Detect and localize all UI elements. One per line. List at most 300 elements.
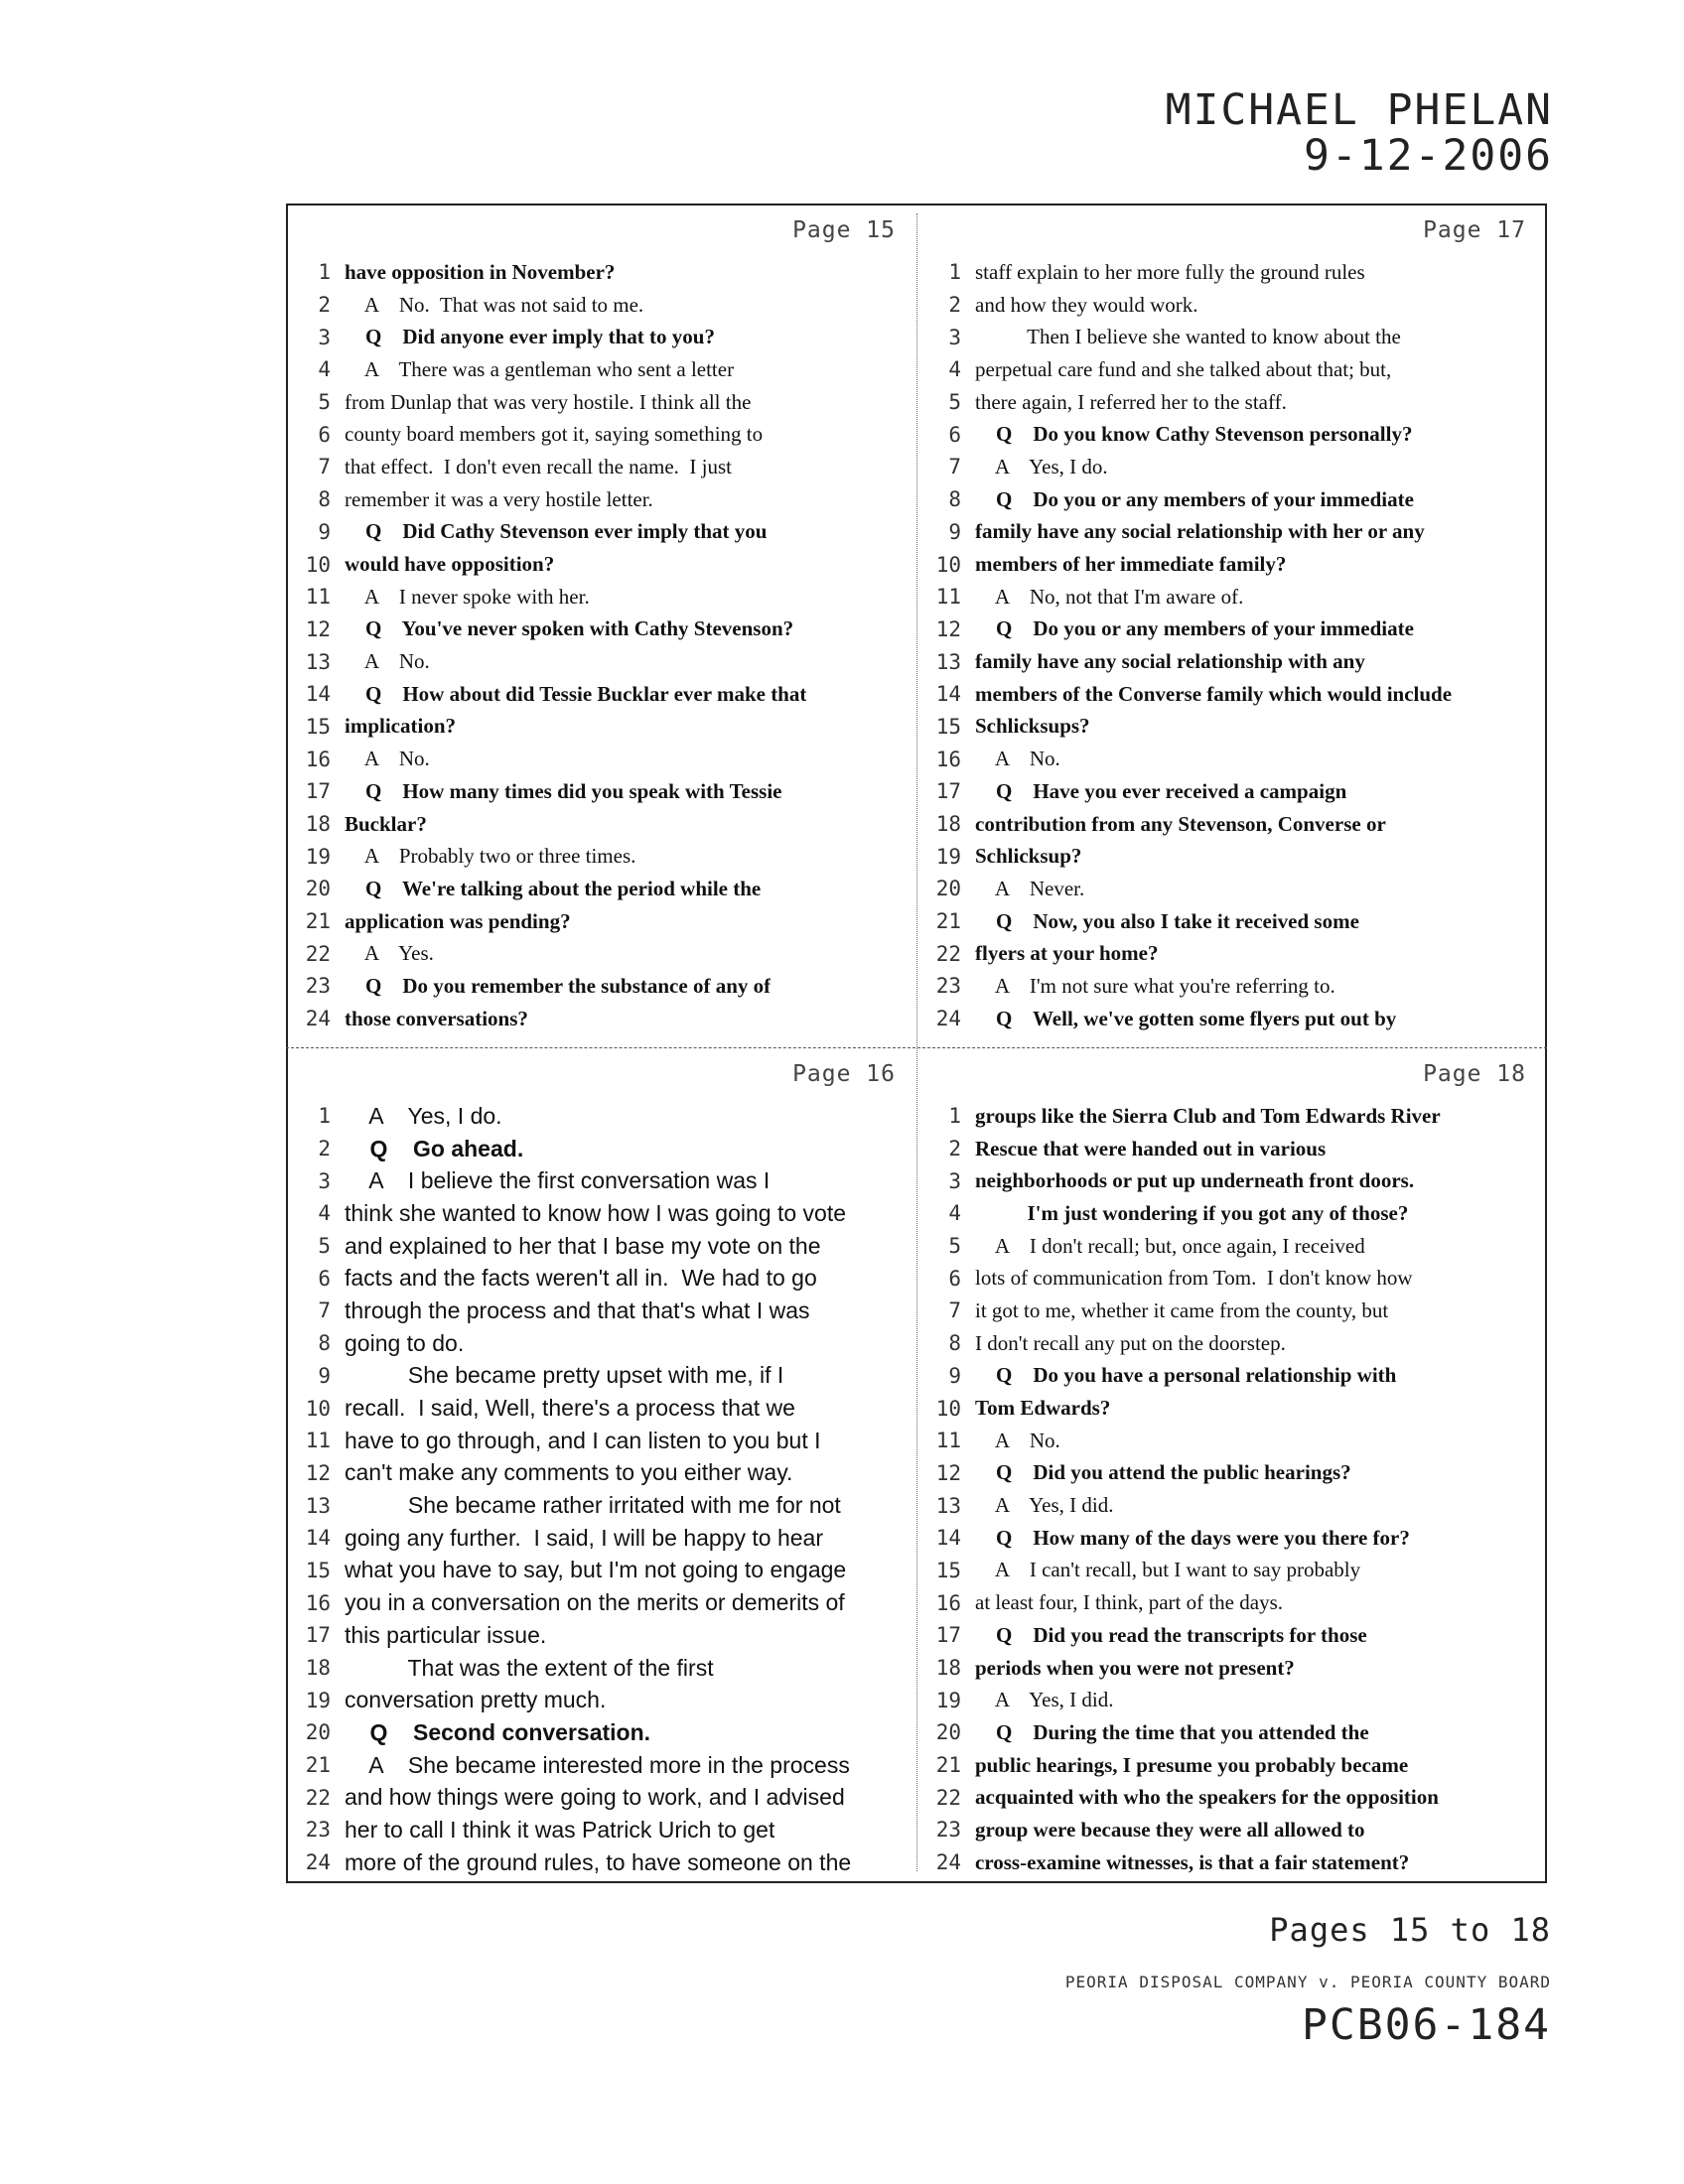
line-number: 20 xyxy=(935,877,961,901)
line-number: 8 xyxy=(948,487,961,512)
transcript-line xyxy=(287,1327,917,1360)
transcript-line xyxy=(917,483,1548,516)
line-number: 16 xyxy=(305,747,331,771)
line-number: 4 xyxy=(318,357,331,382)
transcript-line xyxy=(917,808,1548,841)
line-text: Q Have you ever received a campaign xyxy=(975,778,1347,803)
line-number: 6 xyxy=(318,422,331,447)
transcript-line xyxy=(287,1716,917,1749)
transcript-line xyxy=(917,1230,1548,1263)
transcript-line xyxy=(287,905,917,938)
line-number: 6 xyxy=(948,1266,961,1291)
page-17-label: Page 17 xyxy=(1423,217,1526,243)
transcript-line xyxy=(287,1814,917,1846)
line-number: 12 xyxy=(935,1460,961,1485)
line-text: more of the ground rules, to have someone on the xyxy=(345,1848,852,1875)
line-text: have opposition in November? xyxy=(345,259,616,284)
transcript-line xyxy=(287,353,917,386)
line-text: Q Did anyone ever imply that to you? xyxy=(345,325,715,349)
line-number: 23 xyxy=(305,1818,331,1843)
line-text: her to call I think it was Patrick Urich to get xyxy=(345,1816,775,1843)
transcript-line xyxy=(917,581,1548,614)
line-number: 21 xyxy=(935,909,961,934)
transcript-line xyxy=(917,516,1548,549)
transcript-line xyxy=(917,1489,1548,1522)
line-number: 15 xyxy=(935,1558,961,1582)
line-number: 7 xyxy=(948,1298,961,1323)
deposition-date: 9-12-2006 xyxy=(1304,131,1553,181)
line-number: 16 xyxy=(935,747,961,771)
transcript-line xyxy=(287,1846,917,1879)
line-number: 14 xyxy=(935,682,961,707)
line-number: 11 xyxy=(305,585,331,610)
transcript-line xyxy=(287,711,917,744)
line-text: Q Well, we've gotten some flyers put out by xyxy=(975,1006,1397,1030)
transcript-line xyxy=(917,645,1548,678)
line-number: 24 xyxy=(935,1007,961,1031)
transcript-line xyxy=(917,1295,1548,1327)
transcript-line xyxy=(917,386,1548,419)
transcript-line xyxy=(917,1360,1548,1393)
page-15-label: Page 15 xyxy=(792,217,896,243)
line-text: Q How many of the days were you there for? xyxy=(975,1525,1410,1550)
line-number: 2 xyxy=(948,1137,961,1161)
line-text: recall. I said, Well, there's a process that we xyxy=(345,1395,795,1422)
transcript-line xyxy=(917,321,1548,353)
line-text: periods when you were not present? xyxy=(975,1655,1295,1680)
transcript-line xyxy=(917,1652,1548,1685)
transcript-line xyxy=(287,808,917,841)
transcript-line xyxy=(917,711,1548,744)
line-number: 5 xyxy=(318,390,331,415)
line-text: A No. xyxy=(975,747,1060,771)
transcript-line xyxy=(917,1716,1548,1749)
line-number: 9 xyxy=(948,519,961,544)
line-number: 18 xyxy=(305,812,331,837)
line-number: 23 xyxy=(305,974,331,999)
line-text: remember it was a very hostile letter. xyxy=(345,486,653,511)
line-number: 23 xyxy=(935,974,961,999)
line-number: 22 xyxy=(935,941,961,966)
line-number: 14 xyxy=(305,1526,331,1551)
transcript-line xyxy=(287,678,917,711)
transcript-line xyxy=(917,1555,1548,1587)
line-number: 19 xyxy=(935,1688,961,1712)
line-number: 19 xyxy=(935,844,961,869)
line-text: county board members got it, saying something to xyxy=(345,422,764,447)
line-number: 24 xyxy=(305,1007,331,1031)
transcript-line xyxy=(917,256,1548,289)
line-number: 17 xyxy=(305,1623,331,1648)
line-text: group were because they were all allowed to xyxy=(975,1817,1365,1842)
line-number: 9 xyxy=(318,1363,331,1388)
line-text: groups like the Sierra Club and Tom Edwards River xyxy=(975,1103,1441,1128)
line-number: 22 xyxy=(305,1785,331,1810)
line-text: facts and the facts weren't all in. We had to go xyxy=(345,1265,817,1292)
line-text: through the process and that that's what I was xyxy=(345,1297,810,1323)
line-text: Q Second conversation. xyxy=(345,1718,651,1745)
line-number: 13 xyxy=(305,649,331,674)
line-text: it got to me, whether it came from the county, but xyxy=(975,1297,1389,1322)
transcript-line xyxy=(917,678,1548,711)
line-text: that effect. I don't even recall the name. I just xyxy=(345,454,732,478)
line-text: can't make any comments to you either way. xyxy=(345,1459,793,1486)
line-text: Schlicksup? xyxy=(975,844,1082,869)
line-number: 18 xyxy=(935,812,961,837)
page-15-lines xyxy=(287,256,917,1035)
line-text: A No, not that I'm aware of. xyxy=(975,584,1244,609)
transcript-line xyxy=(287,645,917,678)
transcript-line xyxy=(917,775,1548,808)
transcript-line xyxy=(917,614,1548,646)
transcript-line xyxy=(287,483,917,516)
line-number: 5 xyxy=(948,390,961,415)
line-number: 11 xyxy=(305,1429,331,1453)
line-number: 4 xyxy=(948,1201,961,1226)
line-number: 8 xyxy=(948,1331,961,1356)
line-number: 1 xyxy=(318,1104,331,1129)
deponent-name: MICHAEL PHELAN xyxy=(1165,85,1553,135)
transcript-line xyxy=(287,1425,917,1457)
page-range: Pages 15 to 18 xyxy=(1269,1911,1551,1949)
transcript-line xyxy=(917,840,1548,873)
line-number: 16 xyxy=(935,1590,961,1615)
line-text: Bucklar? xyxy=(345,811,427,836)
line-number: 18 xyxy=(935,1656,961,1681)
line-number: 23 xyxy=(935,1818,961,1843)
line-text: neighborhoods or put up underneath front doors. xyxy=(975,1168,1415,1193)
line-number: 10 xyxy=(305,552,331,577)
line-text: Q Do you remember the substance of any of xyxy=(345,973,772,998)
line-text: A There was a gentleman who sent a letter xyxy=(345,356,735,381)
line-text: members of the Converse family which would include xyxy=(975,681,1453,706)
transcript-line xyxy=(917,1425,1548,1457)
line-text: public hearings, I presume you probably became xyxy=(975,1752,1409,1777)
transcript-line xyxy=(917,1684,1548,1716)
line-number: 21 xyxy=(935,1753,961,1778)
transcript-line xyxy=(287,873,917,905)
line-text: perpetual care fund and she talked about that; but, xyxy=(975,356,1392,381)
transcript-line xyxy=(287,1619,917,1652)
line-text: A Yes, I did. xyxy=(975,1493,1114,1518)
line-number: 16 xyxy=(305,1590,331,1615)
page-17-panel xyxy=(917,205,1548,1035)
transcript-line xyxy=(917,289,1548,322)
line-number: 6 xyxy=(948,422,961,447)
line-text: A Yes. xyxy=(345,941,434,966)
line-number: 2 xyxy=(318,1137,331,1161)
line-number: 3 xyxy=(948,1168,961,1193)
transcript-line xyxy=(287,970,917,1003)
line-text: Q Do you have a personal relationship with xyxy=(975,1363,1397,1388)
transcript-line xyxy=(287,1262,917,1295)
transcript-line xyxy=(917,1522,1548,1555)
line-text: going any further. I said, I will be happy to hear xyxy=(345,1524,824,1551)
transcript-line xyxy=(287,1230,917,1263)
line-number: 10 xyxy=(305,1396,331,1421)
line-text: and how things were going to work, and I advised xyxy=(345,1784,845,1811)
line-text: what you have to say, but I'm not going to engage xyxy=(345,1557,847,1583)
case-title: PEORIA DISPOSAL COMPANY v. PEORIA COUNTY BOARD xyxy=(1064,1973,1551,1991)
transcript-line xyxy=(917,873,1548,905)
line-text: application was pending? xyxy=(345,908,571,933)
line-number: 7 xyxy=(318,1298,331,1323)
transcript-line xyxy=(917,743,1548,775)
line-text: family have any social relationship with her or any xyxy=(975,519,1425,544)
line-text: and explained to her that I base my vote on the xyxy=(345,1232,821,1259)
line-text: this particular issue. xyxy=(345,1621,547,1648)
line-text: A Never. xyxy=(975,876,1085,900)
line-number: 21 xyxy=(305,909,331,934)
line-number: 2 xyxy=(948,293,961,318)
transcript-line xyxy=(287,256,917,289)
transcript-line xyxy=(287,1489,917,1522)
line-number: 20 xyxy=(305,877,331,901)
line-number: 22 xyxy=(935,1785,961,1810)
transcript-line xyxy=(287,1749,917,1782)
line-text: I don't recall any put on the doorstep. xyxy=(975,1330,1286,1355)
line-text: Schlicksups? xyxy=(975,714,1090,739)
line-text: Q Did you read the transcripts for those xyxy=(975,1622,1367,1647)
line-text: members of her immediate family? xyxy=(975,552,1287,577)
line-number: 7 xyxy=(318,455,331,479)
line-text: lots of communication from Tom. I don't know how xyxy=(975,1266,1413,1291)
line-text: acquainted with who the speakers for the opposition xyxy=(975,1785,1439,1810)
transcript-line xyxy=(917,1392,1548,1425)
transcript-line xyxy=(917,1749,1548,1782)
line-number: 14 xyxy=(935,1526,961,1551)
line-text: A Yes, I do. xyxy=(345,1102,502,1129)
line-number: 7 xyxy=(948,455,961,479)
line-text: Q We're talking about the period while the xyxy=(345,876,762,900)
page-18-label: Page 18 xyxy=(1423,1061,1526,1087)
line-number: 15 xyxy=(935,714,961,739)
transcript-line xyxy=(287,418,917,451)
line-text: have to go through, and I can listen to you but I xyxy=(345,1427,821,1453)
line-text: Q Do you know Cathy Stevenson personally? xyxy=(975,422,1413,447)
line-number: 10 xyxy=(935,1396,961,1421)
line-text: A No. xyxy=(975,1428,1060,1452)
transcript-line xyxy=(287,1164,917,1197)
transcript-line xyxy=(287,548,917,581)
line-number: 17 xyxy=(305,779,331,804)
line-number: 17 xyxy=(935,1623,961,1648)
transcript-line xyxy=(287,516,917,549)
transcript-line xyxy=(917,1100,1548,1133)
line-text: Q Now, you also I take it received some xyxy=(975,908,1359,933)
line-text: going to do. xyxy=(345,1329,465,1356)
line-text: implication? xyxy=(345,714,457,739)
transcript-line xyxy=(287,775,917,808)
transcript-line xyxy=(287,1652,917,1685)
line-number: 11 xyxy=(935,585,961,610)
line-number: 20 xyxy=(305,1720,331,1745)
line-number: 12 xyxy=(305,1460,331,1485)
line-text: Q During the time that you attended the xyxy=(975,1719,1369,1744)
transcript-line xyxy=(287,840,917,873)
line-text: think she wanted to know how I was going to vote xyxy=(345,1199,847,1226)
line-number: 21 xyxy=(305,1753,331,1778)
line-text: Q Do you or any members of your immediate xyxy=(975,616,1414,641)
line-text: A No. xyxy=(345,649,430,674)
transcript-line xyxy=(917,937,1548,970)
line-text: Q You've never spoken with Cathy Stevenson? xyxy=(345,616,794,641)
line-number: 6 xyxy=(318,1266,331,1291)
line-number: 24 xyxy=(935,1850,961,1875)
line-text: She became rather irritated with me for not xyxy=(345,1492,841,1519)
line-text: and how they would work. xyxy=(975,292,1198,317)
line-text: Q Go ahead. xyxy=(345,1135,524,1161)
line-number: 10 xyxy=(935,552,961,577)
line-text: A Yes, I did. xyxy=(975,1688,1114,1712)
line-text: Rescue that were handed out in various xyxy=(975,1136,1327,1160)
transcript-line xyxy=(917,1262,1548,1295)
line-number: 2 xyxy=(318,293,331,318)
line-number: 15 xyxy=(305,714,331,739)
line-number: 1 xyxy=(318,260,331,285)
line-number: 17 xyxy=(935,779,961,804)
transcript-line xyxy=(287,1197,917,1230)
line-text: at least four, I think, part of the days. xyxy=(975,1590,1283,1615)
line-number: 8 xyxy=(318,487,331,512)
transcript-line xyxy=(917,905,1548,938)
line-text: Q Do you or any members of your immediate xyxy=(975,486,1414,511)
transcript-line xyxy=(287,386,917,419)
line-number: 11 xyxy=(935,1429,961,1453)
line-number: 5 xyxy=(948,1234,961,1259)
line-number: 22 xyxy=(305,941,331,966)
line-number: 1 xyxy=(948,260,961,285)
line-number: 13 xyxy=(305,1493,331,1518)
transcript-line xyxy=(917,1781,1548,1814)
line-text: flyers at your home? xyxy=(975,941,1159,966)
line-number: 3 xyxy=(948,325,961,349)
transcript-line xyxy=(287,1781,917,1814)
transcript-line xyxy=(917,1197,1548,1230)
line-number: 12 xyxy=(305,616,331,641)
line-number: 3 xyxy=(318,325,331,349)
line-text: Tom Edwards? xyxy=(975,1396,1111,1421)
line-text: A I'm not sure what you're referring to. xyxy=(975,973,1335,998)
page-18-panel xyxy=(917,1048,1548,1879)
transcript-line xyxy=(287,1586,917,1619)
transcript-line xyxy=(917,1164,1548,1197)
page-16-lines xyxy=(287,1100,917,1879)
line-text: would have opposition? xyxy=(345,552,555,577)
page-18-lines xyxy=(917,1100,1548,1879)
line-number: 4 xyxy=(318,1201,331,1226)
transcript-line xyxy=(917,1457,1548,1490)
line-text: contribution from any Stevenson, Converse or xyxy=(975,811,1386,836)
transcript-line xyxy=(917,1327,1548,1360)
line-number: 14 xyxy=(305,682,331,707)
line-text: A I believe the first conversation was I xyxy=(345,1167,771,1194)
line-number: 19 xyxy=(305,1688,331,1712)
transcript-line xyxy=(917,1846,1548,1879)
line-text: A I don't recall; but, once again, I received xyxy=(975,1233,1365,1258)
transcript-line xyxy=(287,1392,917,1425)
line-text: Q Did you attend the public hearings? xyxy=(975,1460,1351,1485)
line-text: cross-examine witnesses, is that a fair statement? xyxy=(975,1849,1410,1874)
transcript-line xyxy=(287,743,917,775)
line-number: 18 xyxy=(305,1656,331,1681)
transcript-line xyxy=(287,451,917,483)
line-number: 5 xyxy=(318,1234,331,1259)
line-text: A Yes, I do. xyxy=(975,454,1108,478)
line-text: staff explain to her more fully the ground rules xyxy=(975,259,1365,284)
transcript-line xyxy=(917,451,1548,483)
transcript-line xyxy=(917,548,1548,581)
line-text: I'm just wondering if you got any of those? xyxy=(975,1200,1409,1225)
page-16-label: Page 16 xyxy=(792,1061,896,1087)
line-number: 20 xyxy=(935,1720,961,1745)
line-text: conversation pretty much. xyxy=(345,1687,607,1713)
transcript-line xyxy=(287,581,917,614)
transcript-line xyxy=(917,353,1548,386)
line-number: 13 xyxy=(935,1493,961,1518)
transcript-line xyxy=(287,614,917,646)
transcript-line xyxy=(287,1295,917,1327)
line-number: 15 xyxy=(305,1558,331,1582)
transcript-line xyxy=(287,937,917,970)
transcript-line xyxy=(917,1814,1548,1846)
transcript-line xyxy=(917,1619,1548,1652)
line-text: A She became interested more in the process xyxy=(345,1751,850,1778)
line-text: there again, I referred her to the staff. xyxy=(975,389,1287,414)
transcript-line xyxy=(287,1457,917,1490)
line-number: 3 xyxy=(318,1168,331,1193)
transcript-line xyxy=(287,1555,917,1587)
transcript-line xyxy=(917,1586,1548,1619)
line-text: A I can't recall, but I want to say probably xyxy=(975,1558,1361,1582)
line-number: 12 xyxy=(935,616,961,641)
case-number: PCB06-184 xyxy=(1302,2000,1551,2050)
line-number: 4 xyxy=(948,357,961,382)
transcript-line xyxy=(917,970,1548,1003)
line-text: family have any social relationship with any xyxy=(975,649,1365,674)
transcript-line xyxy=(917,1133,1548,1165)
page-15-panel xyxy=(287,205,917,1035)
line-text: That was the extent of the first xyxy=(345,1654,714,1681)
transcript-line xyxy=(287,321,917,353)
line-number: 8 xyxy=(318,1331,331,1356)
page-16-panel xyxy=(287,1048,917,1879)
line-text: Q How about did Tessie Bucklar ever make that xyxy=(345,681,807,706)
line-number: 9 xyxy=(318,519,331,544)
transcript-line xyxy=(917,1003,1548,1035)
line-text: you in a conversation on the merits or demerits of xyxy=(345,1589,845,1616)
transcript-line xyxy=(287,1360,917,1393)
page-17-lines xyxy=(917,256,1548,1035)
line-text: A No. xyxy=(345,747,430,771)
transcript-line xyxy=(287,289,917,322)
line-text: those conversations? xyxy=(345,1006,528,1030)
line-number: 24 xyxy=(305,1850,331,1875)
line-text: A Probably two or three times. xyxy=(345,844,636,869)
transcript-line xyxy=(287,1684,917,1716)
transcript-line xyxy=(917,418,1548,451)
line-text: Q Did Cathy Stevenson ever imply that you xyxy=(345,519,768,544)
line-number: 1 xyxy=(948,1104,961,1129)
line-text: from Dunlap that was very hostile. I think all the xyxy=(345,389,752,414)
transcript-line xyxy=(287,1003,917,1035)
line-number: 13 xyxy=(935,649,961,674)
transcript-line xyxy=(287,1100,917,1133)
line-text: A I never spoke with her. xyxy=(345,584,590,609)
line-number: 19 xyxy=(305,844,331,869)
line-number: 9 xyxy=(948,1363,961,1388)
line-text: A No. That was not said to me. xyxy=(345,292,644,317)
